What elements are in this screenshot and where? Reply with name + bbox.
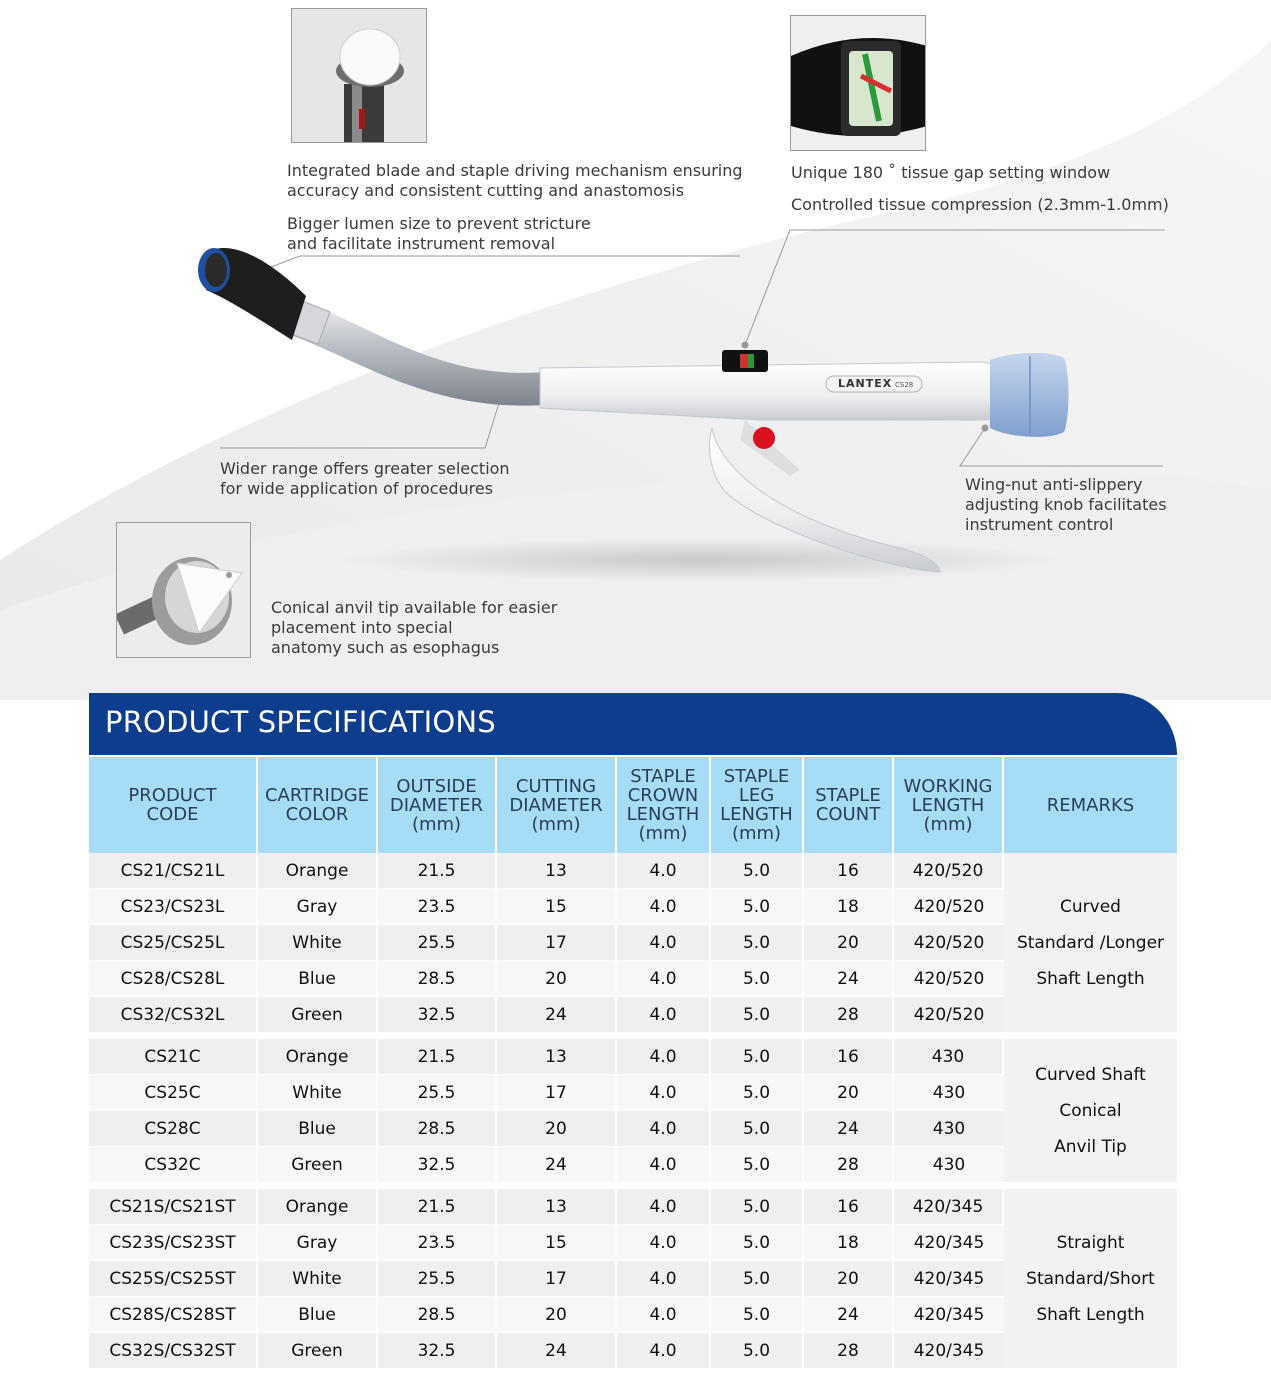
- table-cell: 5.0: [711, 1075, 804, 1111]
- table-cell: Blue: [258, 1297, 378, 1333]
- table-cell: 24: [497, 1147, 617, 1183]
- header-text: WORKING: [903, 775, 993, 797]
- table-cell: CS28/CS28L: [89, 961, 258, 997]
- table-cell: 4.0: [617, 925, 711, 961]
- remarks-text: Standard /Longer: [1016, 932, 1165, 953]
- table-cell: 28.5: [378, 1297, 497, 1333]
- table-cell: 4.0: [617, 997, 711, 1033]
- table-cell: 5.0: [711, 1189, 804, 1225]
- table-cell: 28: [804, 997, 894, 1033]
- table-cell: 430: [894, 1147, 1004, 1183]
- table-cell: 15: [497, 1225, 617, 1261]
- header-text: STAPLE: [630, 766, 696, 787]
- table-row: [89, 1039, 1177, 1075]
- table-cell: 25.5: [378, 1075, 497, 1111]
- table-cell: 4.0: [617, 853, 711, 889]
- table-cell: 4.0: [617, 1075, 711, 1111]
- table-cell: 5.0: [711, 1261, 804, 1297]
- header-text: PRODUCT: [128, 785, 217, 806]
- table-cell: CS32S/CS32ST: [89, 1333, 258, 1369]
- table-cell: 420/345: [894, 1261, 1004, 1297]
- table-cell: 16: [804, 1039, 894, 1075]
- header-text: STAPLE: [815, 785, 881, 806]
- table-cell: 4.0: [617, 1039, 711, 1075]
- table-cell: 420/345: [894, 1225, 1004, 1261]
- table-cell: 23.5: [378, 1225, 497, 1261]
- remarks-text: Shaft Length: [1036, 1304, 1145, 1325]
- callout-text: Conical anvil tip available for easier: [271, 598, 558, 617]
- table-cell: 21.5: [378, 1039, 497, 1075]
- header-text: (mm): [923, 813, 973, 835]
- header-staple-count: [804, 757, 894, 853]
- header-text: (mm): [731, 823, 782, 844]
- callout-text: Wider range offers greater selection: [220, 459, 510, 478]
- table-cell: 430: [894, 1111, 1004, 1147]
- table-cell: CS21C: [89, 1039, 258, 1075]
- callout-tissue-compression: [791, 195, 1169, 215]
- remarks-cell: [1004, 853, 1177, 1033]
- table-cell: 4.0: [617, 1111, 711, 1147]
- table-cell: 24: [804, 961, 894, 997]
- table-cell: CS25S/CS25ST: [89, 1261, 258, 1297]
- table-cell: 20: [497, 1297, 617, 1333]
- table-cell: 5.0: [711, 853, 804, 889]
- table-cell: 28.5: [378, 961, 497, 997]
- callout-text: Integrated blade and staple driving mechanism ensuring: [287, 161, 743, 180]
- table-cell: 420/345: [894, 1297, 1004, 1333]
- table-cell: White: [258, 925, 378, 961]
- remarks-cell: [1004, 1039, 1177, 1183]
- brand-model: CS28: [895, 381, 914, 389]
- table-cell: Gray: [258, 889, 378, 925]
- callout-text: placement into special: [271, 618, 453, 637]
- table-cell: 4.0: [617, 1147, 711, 1183]
- callout-wider-range: [220, 459, 510, 499]
- table-cell: 5.0: [711, 1111, 804, 1147]
- table-cell: 5.0: [711, 1297, 804, 1333]
- header-text: CODE: [146, 804, 199, 825]
- table-cell: 24: [497, 997, 617, 1033]
- header-text: LENGTH: [720, 804, 793, 825]
- table-cell: CS28C: [89, 1111, 258, 1147]
- header-text: COLOR: [285, 804, 349, 825]
- table-cell: CS23S/CS23ST: [89, 1225, 258, 1261]
- table-cell: 23.5: [378, 889, 497, 925]
- callout-text: Unique 180 ˚ tissue gap setting window: [791, 163, 1111, 182]
- table-cell: CS32/CS32L: [89, 997, 258, 1033]
- table-cell: 4.0: [617, 1225, 711, 1261]
- table-cell: Blue: [258, 961, 378, 997]
- header-text: CUTTING: [515, 775, 597, 797]
- callout-text: Bigger lumen size to prevent stricture: [287, 214, 591, 233]
- table-cell: 32.5: [378, 1147, 497, 1183]
- table-cell: CS28S/CS28ST: [89, 1297, 258, 1333]
- table-cell: 4.0: [617, 1261, 711, 1297]
- table-cell: 28: [804, 1333, 894, 1369]
- table-cell: 4.0: [617, 889, 711, 925]
- callout-conical-anvil: [271, 598, 557, 658]
- callout-blade-mechanism: [287, 161, 743, 201]
- table-cell: 4.0: [617, 1297, 711, 1333]
- table-cell: 20: [804, 925, 894, 961]
- table-cell: Green: [258, 997, 378, 1033]
- table-cell: CS21/CS21L: [89, 853, 258, 889]
- table-cell: 420/345: [894, 1189, 1004, 1225]
- table-cell: Green: [258, 1147, 378, 1183]
- table-cell: 17: [497, 1075, 617, 1111]
- remarks-text: Conical: [1059, 1100, 1122, 1121]
- header-text: REMARKS: [1046, 794, 1135, 816]
- spec-table: [89, 757, 1177, 1369]
- remarks-text: Curved Shaft: [1035, 1064, 1146, 1085]
- table-cell: CS25C: [89, 1075, 258, 1111]
- callout-text: instrument control: [965, 515, 1114, 534]
- table-cell: 420/345: [894, 1333, 1004, 1369]
- table-cell: 15: [497, 889, 617, 925]
- header-text: CARTRIDGE: [264, 785, 370, 806]
- table-row: [89, 853, 1177, 889]
- table-cell: 430: [894, 1039, 1004, 1075]
- table-cell: CS32C: [89, 1147, 258, 1183]
- callout-gap-window: [791, 163, 1110, 183]
- table-cell: 17: [497, 1261, 617, 1297]
- header-text: COUNT: [815, 804, 881, 825]
- header-text: (mm): [411, 813, 462, 835]
- callout-wing-nut-knob: [965, 475, 1167, 535]
- table-cell: 20: [497, 961, 617, 997]
- spec-title: PRODUCT SPECIFICATIONS: [105, 705, 496, 739]
- table-cell: 25.5: [378, 1261, 497, 1297]
- table-cell: 4.0: [617, 1189, 711, 1225]
- table-cell: 17: [497, 925, 617, 961]
- header-staple-leg-length: [711, 757, 804, 853]
- callout-lumen-size: [287, 214, 591, 254]
- table-cell: 32.5: [378, 997, 497, 1033]
- table-cell: Green: [258, 1333, 378, 1369]
- header-text: STAPLE: [723, 766, 790, 787]
- table-cell: 5.0: [711, 889, 804, 925]
- table-cell: 28.5: [378, 1111, 497, 1147]
- table-cell: 21.5: [378, 853, 497, 889]
- header-working-length: [894, 757, 1004, 853]
- table-cell: 20: [804, 1075, 894, 1111]
- table-cell: 420/520: [894, 889, 1004, 925]
- table-cell: 32.5: [378, 1333, 497, 1369]
- table-cell: 5.0: [711, 1333, 804, 1369]
- remarks-text: Shaft Length: [1036, 968, 1145, 989]
- header-text: DIAMETER: [389, 794, 484, 816]
- table-row: [89, 1189, 1177, 1225]
- table-cell: 21.5: [378, 1189, 497, 1225]
- spec-header-row: [89, 757, 1177, 853]
- table-cell: 5.0: [711, 1147, 804, 1183]
- table-cell: 5.0: [711, 1225, 804, 1261]
- spec-title-banner: [89, 693, 1177, 755]
- table-cell: 24: [804, 1297, 894, 1333]
- table-cell: 24: [804, 1111, 894, 1147]
- header-outside-diameter: [378, 757, 497, 853]
- table-cell: 28: [804, 1147, 894, 1183]
- table-cell: 4.0: [617, 1333, 711, 1369]
- header-text: LEG: [738, 785, 775, 806]
- callout-text: Wing-nut anti-slippery: [965, 475, 1143, 494]
- table-cell: 420/520: [894, 925, 1004, 961]
- callout-text: Controlled tissue compression (2.3mm-1.0mm): [791, 195, 1169, 214]
- table-cell: Orange: [258, 853, 378, 889]
- table-cell: 18: [804, 1225, 894, 1261]
- header-text: DIAMETER: [509, 794, 603, 816]
- table-cell: 420/520: [894, 961, 1004, 997]
- table-cell: 13: [497, 1189, 617, 1225]
- table-cell: CS21S/CS21ST: [89, 1189, 258, 1225]
- header-text: (mm): [638, 823, 688, 844]
- table-cell: 5.0: [711, 997, 804, 1033]
- header-text: LENGTH: [911, 794, 985, 816]
- header-remarks: [1004, 757, 1177, 853]
- header-staple-crown-length: [617, 757, 711, 853]
- table-cell: Orange: [258, 1189, 378, 1225]
- table-cell: 13: [497, 853, 617, 889]
- header-text: (mm): [531, 813, 581, 835]
- table-cell: 16: [804, 853, 894, 889]
- header-cutting-diameter: [497, 757, 617, 853]
- remarks-text: Straight: [1056, 1232, 1125, 1253]
- spec-body: [89, 853, 1177, 1369]
- callout-text: and facilitate instrument removal: [287, 234, 556, 253]
- table-cell: 16: [804, 1189, 894, 1225]
- table-cell: 420/520: [894, 997, 1004, 1033]
- header-cartridge-color: [258, 757, 378, 853]
- table-cell: 5.0: [711, 925, 804, 961]
- table-cell: 20: [804, 1261, 894, 1297]
- table-cell: 5.0: [711, 1039, 804, 1075]
- table-cell: 24: [497, 1333, 617, 1369]
- table-cell: 430: [894, 1075, 1004, 1111]
- header-product-code: [89, 757, 258, 853]
- table-cell: Orange: [258, 1039, 378, 1075]
- table-cell: 25.5: [378, 925, 497, 961]
- callout-text: anatomy such as esophagus: [271, 638, 500, 657]
- table-cell: 5.0: [711, 961, 804, 997]
- table-cell: Gray: [258, 1225, 378, 1261]
- header-text: CROWN: [627, 785, 699, 806]
- table-cell: CS23/CS23L: [89, 889, 258, 925]
- table-cell: White: [258, 1261, 378, 1297]
- remarks-text: Standard/Short: [1026, 1268, 1155, 1289]
- callout-text: adjusting knob facilitates: [965, 495, 1167, 514]
- table-cell: 18: [804, 889, 894, 925]
- table-cell: White: [258, 1075, 378, 1111]
- remarks-cell: [1004, 1189, 1177, 1369]
- table-cell: Blue: [258, 1111, 378, 1147]
- remarks-text: Anvil Tip: [1054, 1136, 1127, 1157]
- brand-logo: LANTEX: [838, 377, 893, 390]
- table-cell: 13: [497, 1039, 617, 1075]
- callout-text: accuracy and consistent cutting and anastomosis: [287, 181, 685, 200]
- header-text: LENGTH: [626, 804, 700, 825]
- table-cell: 420/520: [894, 853, 1004, 889]
- remarks-text: Curved: [1060, 896, 1121, 917]
- table-cell: 4.0: [617, 961, 711, 997]
- callout-text: for wide application of procedures: [220, 479, 494, 498]
- header-text: OUTSIDE: [396, 775, 477, 797]
- table-cell: 20: [497, 1111, 617, 1147]
- table-cell: CS25/CS25L: [89, 925, 258, 961]
